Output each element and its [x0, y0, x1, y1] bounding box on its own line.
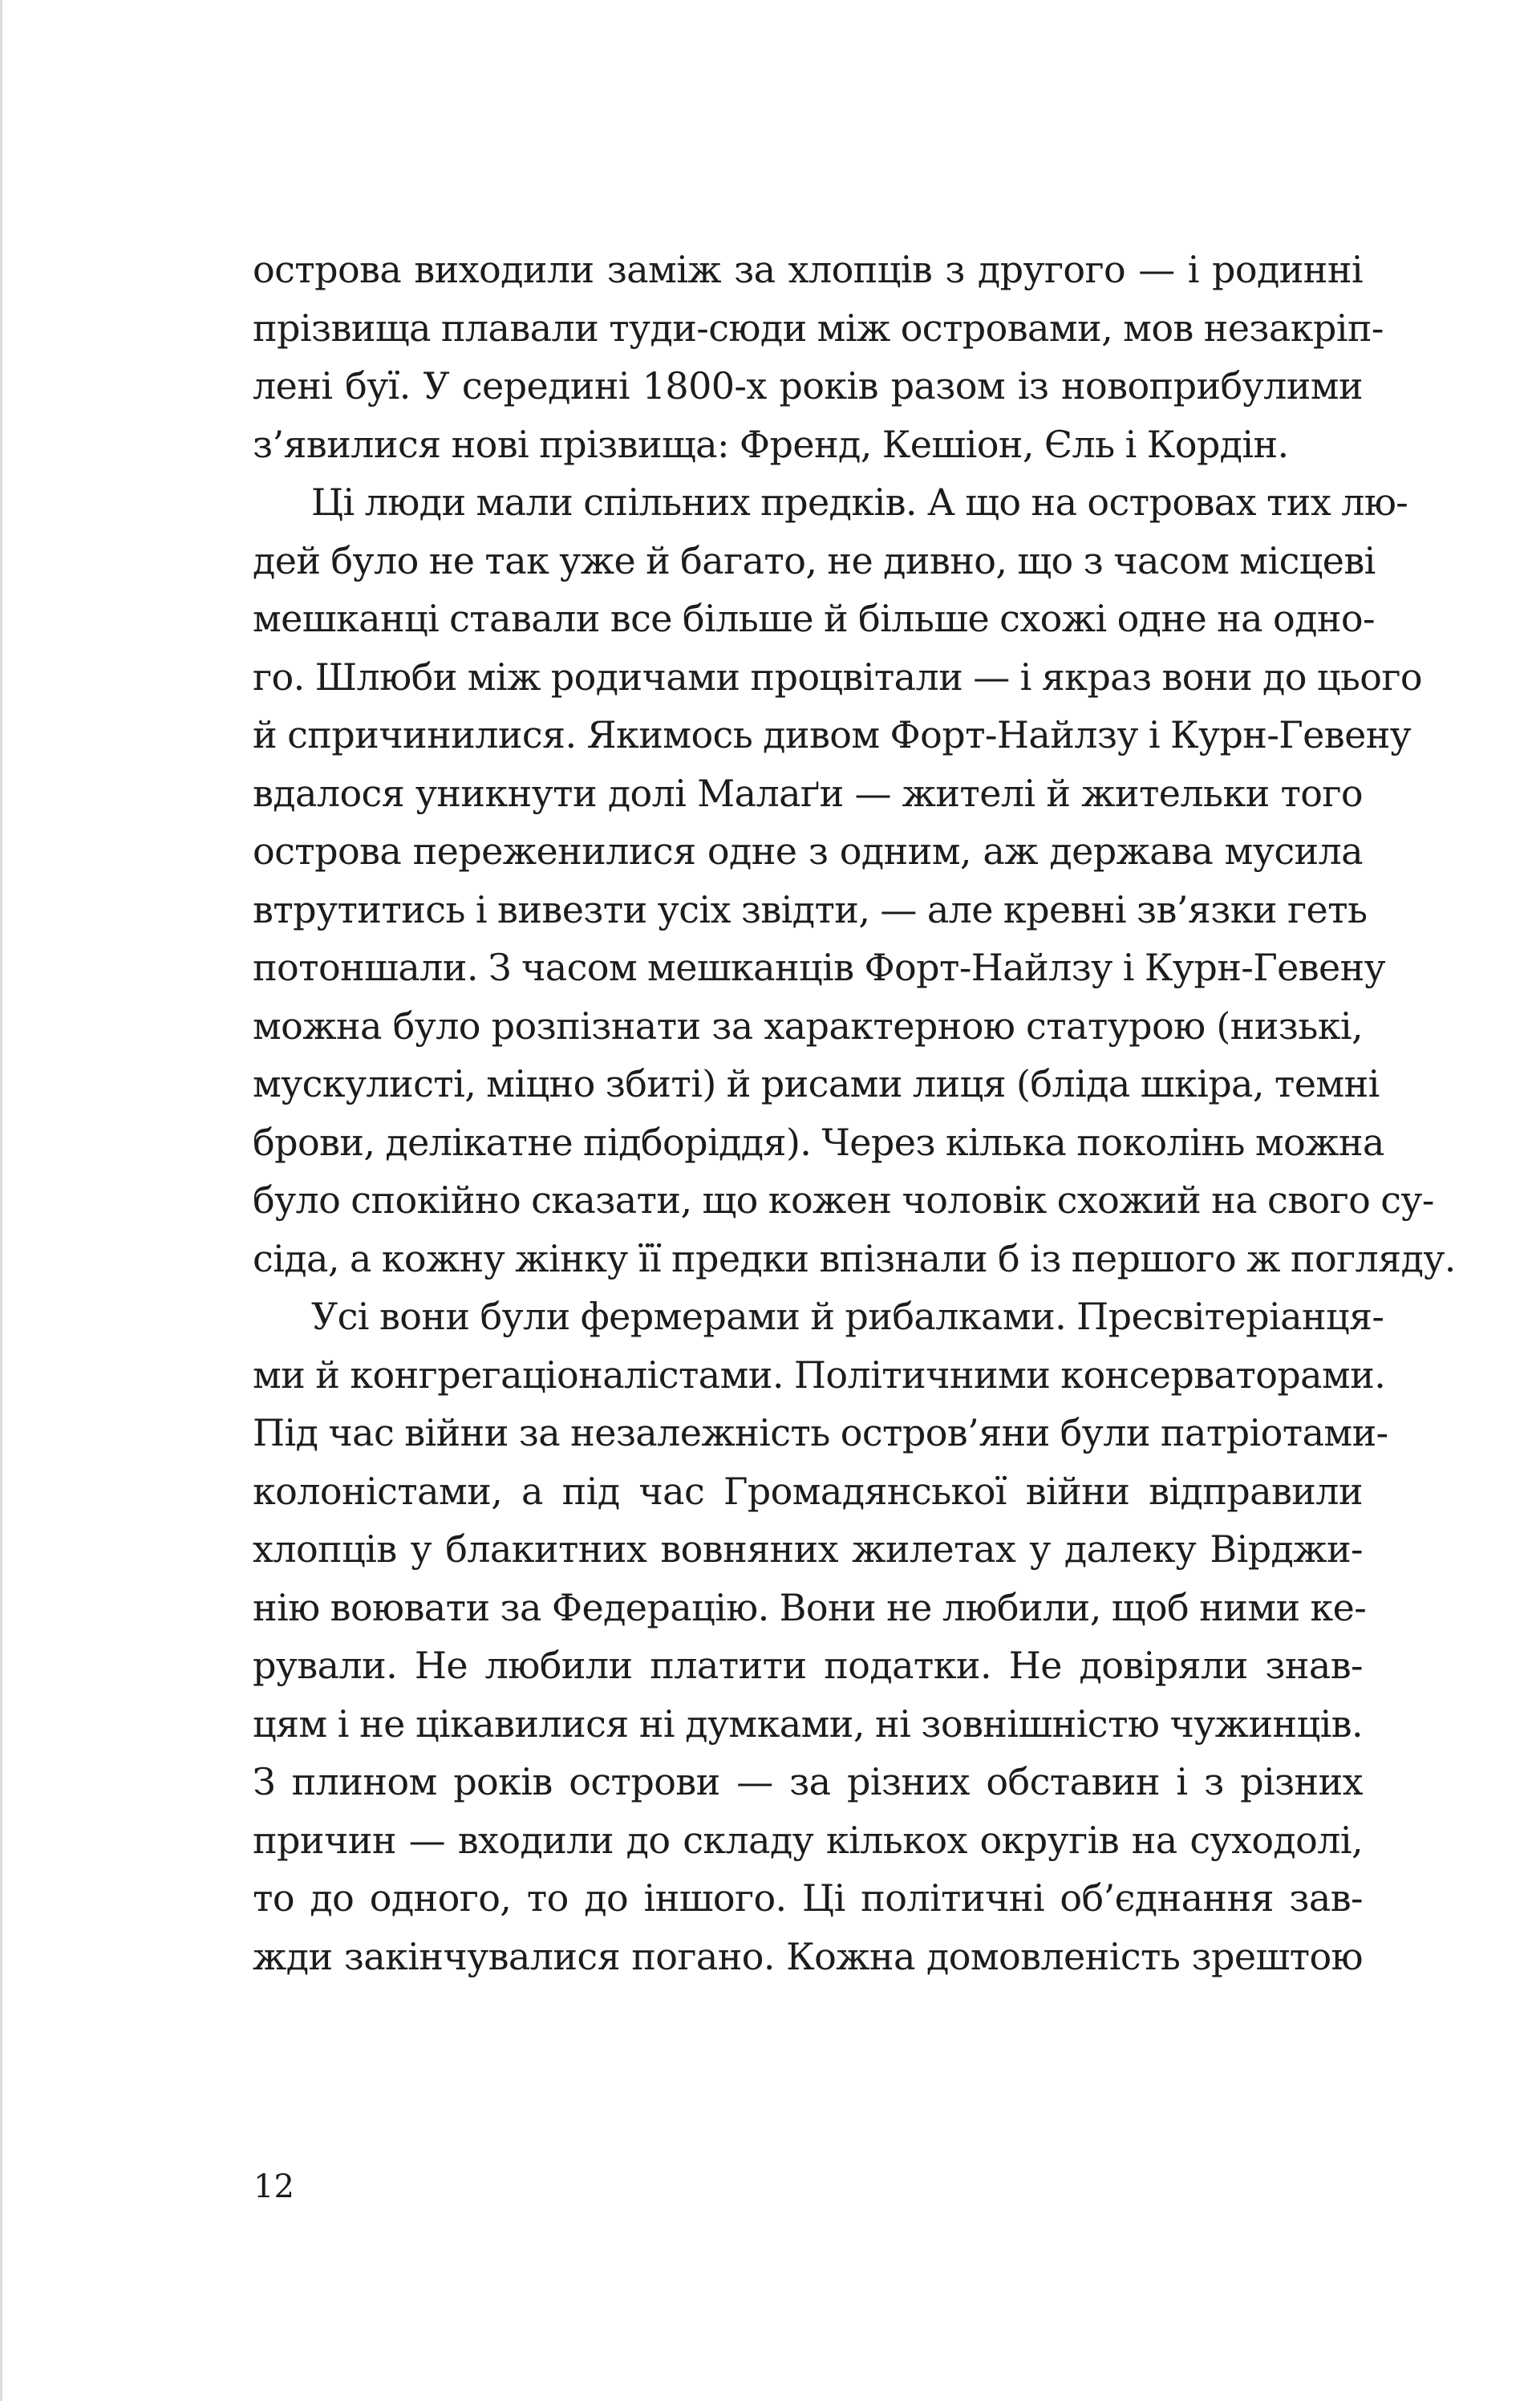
page-edge [0, 0, 2, 2401]
text-line: потоншали. З часом мешканців Форт-Найлзу і Курн-Гевену [253, 946, 1386, 989]
text-line: острова виходили заміж за хлопців з другого — і родинні [253, 248, 1363, 291]
text-line: З плином років острови — за різних обставин і з різних [253, 1760, 1363, 1803]
text-line: з’явилися нові прізвища: Френд, Кешіон, Єль і Кордін. [253, 422, 1289, 466]
text-line: Усі вони були фермерами й рибалками. Пресвітеріанця- [311, 1295, 1384, 1338]
text-line: ми й конгрегаціоналістами. Політичними консерваторами. [253, 1353, 1386, 1397]
text-line: брови, делікатне підборіддя). Через кілька поколінь можна [253, 1120, 1384, 1164]
text-line: острова переженилися одне з одним, аж держава мусила [253, 829, 1363, 873]
text-line: було спокійно сказати, що кожен чоловік схожий на свого су- [253, 1178, 1434, 1222]
text-line: рували. Не любили платити податки. Не довіряли знав- [253, 1644, 1363, 1687]
page-number: 12 [253, 2168, 294, 2205]
text-line: прізвища плавали туди-сюди між островами, мов незакріп- [253, 306, 1384, 350]
text-line: мешканці ставали все більше й більше схожі одне на одно- [253, 597, 1375, 640]
text-line: хлопців у блакитних вовняних жилетах у далеку Вірджи- [253, 1527, 1363, 1571]
text-line: сіда, а кожну жінку її предки впізнали б із першого ж погляду. [253, 1236, 1456, 1280]
text-line: дей було не так уже й багато, не дивно, що з часом місцеві [253, 538, 1376, 582]
text-line: лені буї. У середині 1800-х років разом із новоприбулими [253, 364, 1363, 408]
text-line: й спричинилися. Якимось дивом Форт-Найлзу і Курн-Гевену [253, 713, 1412, 756]
text-line: втрутитись і вивезти усіх звідти, — але кревні зв’язки геть [253, 887, 1368, 931]
text-line: го. Шлюби між родичами процвітали — і якраз вони до цього [253, 655, 1422, 699]
text-line: мускулисті, міцно збиті) й рисами лиця (бліда шкіра, темні [253, 1062, 1380, 1105]
text-line: Ці люди мали спільних предків. А що на островах тих лю- [311, 481, 1408, 524]
text-line: вдалося уникнути долі Малаґи — жителі й жительки того [253, 771, 1363, 815]
text-line: колоністами, а під час Громадянської війни відправили [253, 1469, 1363, 1513]
text-line: можна було розпізнати за характерною статурою (низькі, [253, 1004, 1363, 1048]
body-text [253, 241, 1456, 1985]
text-line: жди закінчувалися погано. Кожна домовленість зрештою [253, 1934, 1363, 1978]
text-line: нію воювати за Федерацію. Вони не любили, щоб ними ке- [253, 1585, 1367, 1629]
text-line: причин — входили до складу кількох округів на суходолі, [253, 1818, 1363, 1862]
text-line: цям і не цікавилися ні думками, ні зовнішністю чужинців. [253, 1701, 1363, 1746]
text-line: Під час війни за незалежність остров’яни були патріотами- [253, 1411, 1388, 1454]
text-line: то до одного, то до іншого. Ці політичні об’єднання зав- [253, 1876, 1363, 1920]
